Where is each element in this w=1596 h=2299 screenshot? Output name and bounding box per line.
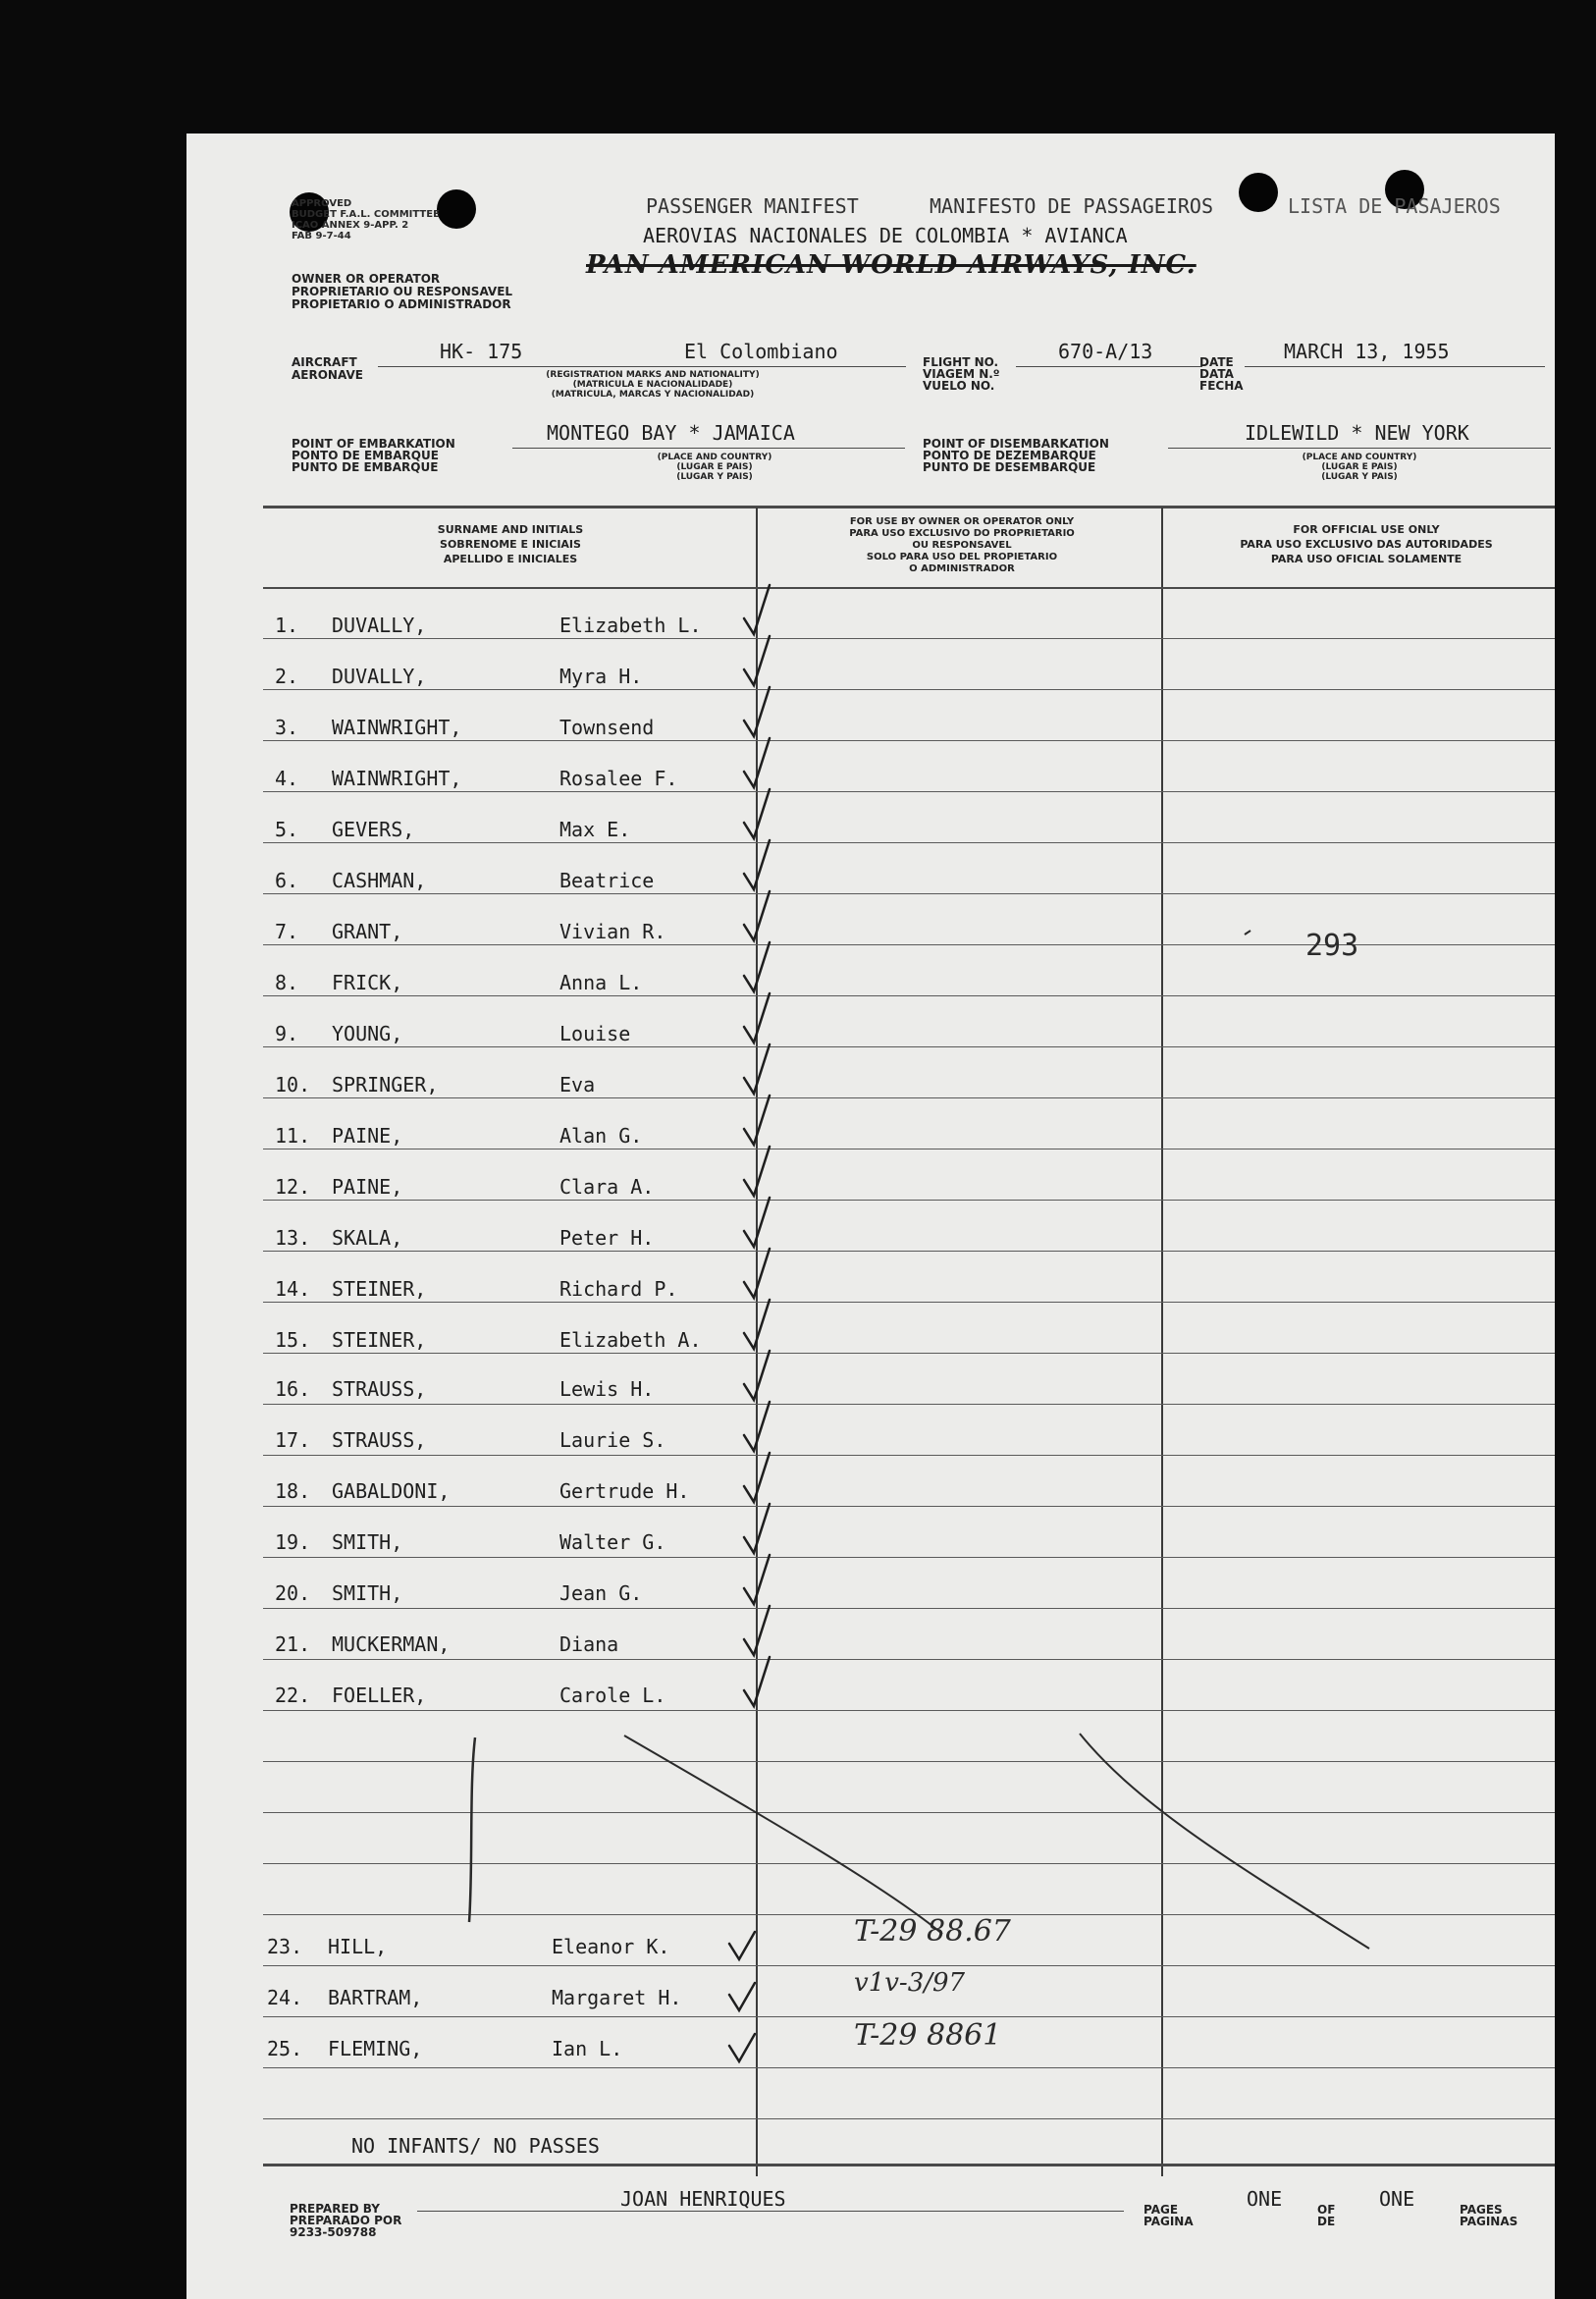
table-row bbox=[275, 1277, 677, 1301]
aircraft-label: AIRCRAFT AERONAVE bbox=[292, 355, 363, 382]
surname: GABALDONI, bbox=[332, 1479, 451, 1503]
table-row bbox=[275, 767, 677, 790]
column-divider-owner bbox=[756, 508, 758, 2176]
surname: FOELLER, bbox=[332, 1684, 427, 1707]
surname: STRAUSS, bbox=[332, 1377, 427, 1401]
table-row bbox=[275, 1632, 618, 1656]
given-name: Myra H. bbox=[559, 665, 643, 688]
row-number: 16. bbox=[275, 1377, 311, 1401]
column-header-official: FOR OFFICIAL USE ONLY PARA USO EXCLUSIVO DAS AUTORIDADES PARA USO OFICIAL SOLAMENTE bbox=[1240, 523, 1493, 565]
disembarkation-underline bbox=[1168, 448, 1551, 449]
given-name: Peter H. bbox=[559, 1226, 655, 1250]
row-number: 6. bbox=[275, 869, 299, 892]
header-bottom-rule bbox=[263, 587, 1555, 589]
row-rule bbox=[263, 1455, 1555, 1456]
row-rule bbox=[263, 944, 1555, 945]
table-row bbox=[275, 665, 642, 688]
given-name: Louise bbox=[559, 1022, 631, 1045]
punch-hole bbox=[1239, 173, 1278, 212]
row-number: 2. bbox=[275, 665, 299, 688]
row-rule bbox=[263, 1863, 1555, 1864]
table-row bbox=[275, 1328, 702, 1352]
row-number: 14. bbox=[275, 1277, 311, 1301]
table-row bbox=[275, 1124, 642, 1148]
row-number: 10. bbox=[275, 1073, 311, 1096]
row-rule bbox=[263, 995, 1555, 996]
page-of-label: OF DE bbox=[1317, 2203, 1336, 2228]
row-rule bbox=[263, 740, 1555, 741]
struck-operator-name bbox=[586, 250, 1197, 280]
table-row bbox=[275, 1377, 654, 1401]
struck-operator-text: PAN AMERICAN WORLD AIRWAYS, INC. bbox=[586, 250, 1197, 280]
given-name: Lewis H. bbox=[559, 1377, 655, 1401]
surname: GRANT, bbox=[332, 920, 403, 943]
surname: BARTRAM, bbox=[328, 1986, 423, 2009]
column-header-owner: FOR USE BY OWNER OR OPERATOR ONLY PARA USO EXCLUSIVO DO PROPRIETARIO OU RESPONSAVEL SOLO PARA USO DEL PROPIETARIO O ADMINISTRADOR bbox=[849, 516, 1075, 574]
surname: PAINE, bbox=[332, 1124, 403, 1148]
row-rule bbox=[263, 1046, 1555, 1047]
given-name: Eleanor K. bbox=[552, 1935, 670, 1958]
disembarkation-label: POINT OF DISEMBARKATION PONTO DE DEZEMBARQUE PUNTO DE DESEMBARQUE bbox=[923, 437, 1109, 474]
given-name: Eva bbox=[559, 1073, 596, 1096]
row-rule bbox=[263, 2067, 1555, 2068]
row-number: 21. bbox=[275, 1632, 311, 1656]
flight-label: FLIGHT NO. VIAGEM N.º VUELO NO. bbox=[923, 355, 1000, 393]
approval-block: APPROVED BUDGET F.A.L. COMMITTEE ICAO ANNEX 9-APP. 2 FAB 9-7-44 bbox=[292, 198, 440, 241]
row-rule bbox=[263, 1965, 1555, 1966]
column-divider-official bbox=[1161, 508, 1163, 2176]
row-number: 17. bbox=[275, 1428, 311, 1452]
given-name: Walter G. bbox=[559, 1530, 666, 1554]
table-top-rule bbox=[263, 506, 1555, 508]
surname: STEINER, bbox=[332, 1328, 427, 1352]
row-rule bbox=[263, 1761, 1555, 1762]
row-number: 1. bbox=[275, 614, 299, 637]
surname: DUVALLY, bbox=[332, 614, 427, 637]
table-row bbox=[267, 1986, 681, 2009]
row-number: 13. bbox=[275, 1226, 311, 1250]
given-name: Vivian R. bbox=[559, 920, 666, 943]
table-row bbox=[275, 1581, 642, 1605]
title-pt: MANIFESTO DE PASSAGEIROS bbox=[930, 194, 1213, 218]
table-row bbox=[275, 1073, 595, 1096]
footer-note: NO INFANTS/ NO PASSES bbox=[351, 2134, 600, 2158]
row-rule bbox=[263, 1200, 1555, 1201]
given-name: Ian L. bbox=[552, 2037, 623, 2060]
row-number: 18. bbox=[275, 1479, 311, 1503]
row-rule bbox=[263, 1710, 1555, 1711]
row-rule bbox=[263, 1149, 1555, 1150]
page-label: PAGE PAGINA bbox=[1144, 2203, 1194, 2228]
surname: HILL, bbox=[328, 1935, 388, 1958]
given-name: Rosalee F. bbox=[559, 767, 678, 790]
table-row bbox=[275, 818, 630, 841]
surname: FRICK, bbox=[332, 971, 403, 994]
row-rule bbox=[263, 2118, 1555, 2119]
flight-date: MARCH 13, 1955 bbox=[1284, 340, 1450, 363]
operator-name: AEROVIAS NACIONALES DE COLOMBIA * AVIANCA bbox=[643, 224, 1128, 247]
official-note: 293 bbox=[1305, 929, 1359, 963]
row-number: 25. bbox=[267, 2037, 303, 2060]
row-rule bbox=[263, 1404, 1555, 1405]
surname: STEINER, bbox=[332, 1277, 427, 1301]
row-rule bbox=[263, 2016, 1555, 2017]
surname: PAINE, bbox=[332, 1175, 403, 1199]
table-row bbox=[275, 716, 654, 739]
row-rule bbox=[263, 1251, 1555, 1252]
footer-rule bbox=[263, 2164, 1555, 2166]
handwritten-note: T-29 8861 bbox=[854, 2018, 1002, 2053]
table-row bbox=[275, 614, 702, 637]
row-number: 4. bbox=[275, 767, 299, 790]
aircraft-name: El Colombiano bbox=[684, 340, 838, 363]
row-number: 20. bbox=[275, 1581, 311, 1605]
row-number: 7. bbox=[275, 920, 299, 943]
table-row bbox=[275, 1226, 654, 1250]
surname: SMITH, bbox=[332, 1581, 403, 1605]
row-rule bbox=[263, 1659, 1555, 1660]
surname: DUVALLY, bbox=[332, 665, 427, 688]
page-number: ONE bbox=[1247, 2187, 1283, 2211]
row-number: 24. bbox=[267, 1986, 303, 2009]
surname: SKALA, bbox=[332, 1226, 403, 1250]
prepared-underline bbox=[417, 2211, 1124, 2212]
disembarkation-point: IDLEWILD * NEW YORK bbox=[1245, 421, 1469, 445]
embarkation-sub-label: (PLACE AND COUNTRY) (LUGAR E PAIS) (LUGAR Y PAIS) bbox=[657, 453, 772, 482]
row-number: 22. bbox=[275, 1684, 311, 1707]
title-es: LISTA DE PASAJEROS bbox=[1288, 194, 1501, 218]
given-name: Townsend bbox=[559, 716, 655, 739]
row-rule bbox=[263, 638, 1555, 639]
row-number: 3. bbox=[275, 716, 299, 739]
row-number: 9. bbox=[275, 1022, 299, 1045]
surname: GEVERS, bbox=[332, 818, 415, 841]
row-rule bbox=[263, 893, 1555, 894]
table-row bbox=[275, 1428, 665, 1452]
row-number: 5. bbox=[275, 818, 299, 841]
embarkation-label: POINT OF EMBARKATION PONTO DE EMBARQUE PUNTO DE EMBARQUE bbox=[292, 437, 455, 474]
row-number: 23. bbox=[267, 1935, 303, 1958]
given-name: Anna L. bbox=[559, 971, 643, 994]
page-total: ONE bbox=[1379, 2187, 1415, 2211]
given-name: Max E. bbox=[559, 818, 631, 841]
surname: MUCKERMAN, bbox=[332, 1632, 451, 1656]
surname: WAINWRIGHT, bbox=[332, 716, 462, 739]
given-name: Carole L. bbox=[559, 1684, 666, 1707]
given-name: Clara A. bbox=[559, 1175, 655, 1199]
table-row bbox=[275, 1479, 689, 1503]
date-underline bbox=[1245, 366, 1545, 367]
surname: WAINWRIGHT, bbox=[332, 767, 462, 790]
handwritten-note: T-29 88.67 bbox=[854, 1914, 1011, 1949]
row-number: 12. bbox=[275, 1175, 311, 1199]
table-row bbox=[275, 869, 654, 892]
given-name: Diana bbox=[559, 1632, 619, 1656]
row-rule bbox=[263, 1353, 1555, 1354]
table-row bbox=[267, 1935, 669, 1958]
surname: STRAUSS, bbox=[332, 1428, 427, 1452]
row-number: 8. bbox=[275, 971, 299, 994]
given-name: Margaret H. bbox=[552, 1986, 682, 2009]
given-name: Gertrude H. bbox=[559, 1479, 690, 1503]
row-rule bbox=[263, 1557, 1555, 1558]
row-rule bbox=[263, 1812, 1555, 1813]
row-rule bbox=[263, 1608, 1555, 1609]
row-number: 11. bbox=[275, 1124, 311, 1148]
aircraft-sub-label: (REGISTRATION MARKS AND NATIONALITY) (MATRICULA E NACIONALIDADE) (MATRICULA, MARCAS Y NACIONALIDAD) bbox=[546, 370, 760, 400]
table-row bbox=[275, 1684, 665, 1707]
given-name: Jean G. bbox=[559, 1581, 643, 1605]
flight-number: 670-A/13 bbox=[1058, 340, 1153, 363]
row-rule bbox=[263, 842, 1555, 843]
embarkation-underline bbox=[512, 448, 905, 449]
row-number: 15. bbox=[275, 1328, 311, 1352]
surname: CASHMAN, bbox=[332, 869, 427, 892]
prepared-by-label: PREPARED BY PREPARADO POR 9233-509788 bbox=[290, 2202, 402, 2239]
given-name: Alan G. bbox=[559, 1124, 643, 1148]
row-rule bbox=[263, 1302, 1555, 1303]
given-name: Richard P. bbox=[559, 1277, 678, 1301]
aircraft-underline bbox=[378, 366, 906, 367]
surname: YOUNG, bbox=[332, 1022, 403, 1045]
given-name: Laurie S. bbox=[559, 1428, 666, 1452]
surname: SMITH, bbox=[332, 1530, 403, 1554]
column-header-name: SURNAME AND INITIALS SOBRENOME E INICIAIS APELLIDO E INICIALES bbox=[437, 523, 584, 565]
row-rule bbox=[263, 689, 1555, 690]
row-rule bbox=[263, 1506, 1555, 1507]
title-en: PASSENGER MANIFEST bbox=[646, 194, 859, 218]
table-row bbox=[275, 1175, 654, 1199]
surname: FLEMING, bbox=[328, 2037, 423, 2060]
given-name: Elizabeth A. bbox=[559, 1328, 702, 1352]
handwritten-note: v1v-3/97 bbox=[854, 1968, 966, 1998]
owner-operator-label: OWNER OR OPERATOR PROPRIETARIO OU RESPONSAVEL PROPIETARIO O ADMINISTRADOR bbox=[292, 272, 513, 311]
embarkation-point: MONTEGO BAY * JAMAICA bbox=[547, 421, 795, 445]
disembarkation-sub-label: (PLACE AND COUNTRY) (LUGAR E PAIS) (LUGAR Y PAIS) bbox=[1302, 453, 1417, 482]
punch-hole bbox=[437, 189, 476, 229]
surname: SPRINGER, bbox=[332, 1073, 439, 1096]
row-rule bbox=[263, 1097, 1555, 1098]
prepared-by-name: JOAN HENRIQUES bbox=[620, 2187, 786, 2211]
flight-underline bbox=[1016, 366, 1202, 367]
table-row bbox=[275, 920, 665, 943]
aircraft-registration: HK- 175 bbox=[440, 340, 523, 363]
given-name: Beatrice bbox=[559, 869, 655, 892]
table-row bbox=[275, 971, 642, 994]
pages-label: PAGES PAGINAS bbox=[1460, 2203, 1518, 2228]
given-name: Elizabeth L. bbox=[559, 614, 702, 637]
table-row bbox=[275, 1022, 630, 1045]
date-label: DATE DATA FECHA bbox=[1199, 355, 1244, 393]
row-number: 19. bbox=[275, 1530, 311, 1554]
table-row bbox=[275, 1530, 665, 1554]
row-rule bbox=[263, 791, 1555, 792]
table-row bbox=[267, 2037, 622, 2060]
